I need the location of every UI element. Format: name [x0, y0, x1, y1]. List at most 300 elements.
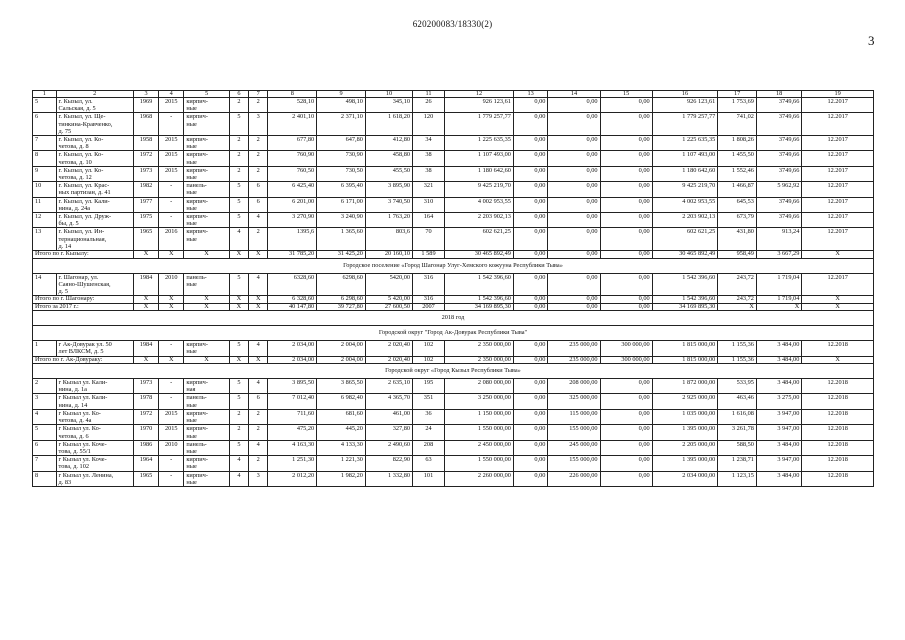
- table-cell: 0,00: [513, 197, 547, 212]
- table-cell: 461,00: [365, 409, 412, 424]
- table-cell: 10: [33, 182, 57, 197]
- table-cell: 195: [413, 379, 445, 394]
- table-cell: кирпич- ная: [184, 379, 229, 394]
- table-cell: 1972: [133, 151, 158, 166]
- table-row: [33, 182, 874, 197]
- table-cell: 39 727,80: [317, 303, 366, 311]
- table-cell: 0,00: [548, 98, 600, 113]
- table-cell: 0,00: [513, 303, 547, 311]
- table-cell: 2: [249, 98, 268, 113]
- table-cell: 6 425,40: [268, 182, 317, 197]
- table-cell: 0,00: [513, 356, 547, 364]
- table-cell: 1 753,69: [718, 98, 757, 113]
- table-cell: 0,00: [548, 251, 600, 259]
- table-cell: 2 635,10: [365, 379, 412, 394]
- table-cell: 102: [413, 356, 445, 364]
- table-cell: X: [133, 303, 158, 311]
- table-cell: 6: [249, 394, 268, 409]
- table-cell: 4: [229, 228, 248, 251]
- table-cell: 958,49: [718, 251, 757, 259]
- subtotal-row: [33, 303, 874, 311]
- table-cell: 6298,60: [317, 273, 366, 296]
- table-cell: 1 542 396,60: [652, 273, 718, 296]
- subtotal-label: Итого по г. Кызылу:: [33, 251, 134, 259]
- table-cell: 2 034 000,00: [652, 471, 718, 486]
- table-cell: 0,00: [513, 296, 547, 304]
- table-cell: 1973: [133, 379, 158, 394]
- table-cell: 3 947,00: [756, 456, 801, 471]
- table-cell: панель- ные: [184, 440, 229, 455]
- table-cell: 3 740,50: [365, 197, 412, 212]
- table-cell: 12.2018: [802, 471, 874, 486]
- table-cell: 588,50: [718, 440, 757, 455]
- table-cell: 1 455,50: [718, 151, 757, 166]
- table-cell: 2007: [413, 303, 445, 311]
- table-cell: 34 169 895,30: [652, 303, 718, 311]
- table-cell: 0,00: [513, 151, 547, 166]
- table-cell: 6 395,40: [317, 182, 366, 197]
- table-cell: 0,00: [513, 182, 547, 197]
- table-cell: 12.2018: [802, 394, 874, 409]
- table-cell: 2: [249, 228, 268, 251]
- table-cell: 4: [249, 341, 268, 356]
- table-cell: 711,60: [268, 409, 317, 424]
- table-cell: г Кызыл ул. Ко- четова, д. 6: [56, 425, 133, 440]
- table-cell: 1 180 642,60: [444, 166, 513, 181]
- table-cell: 6: [249, 182, 268, 197]
- table-cell: 1 779 257,77: [444, 113, 513, 136]
- table-cell: 12.2017: [802, 136, 874, 151]
- table-cell: 12.2018: [802, 409, 874, 424]
- table-cell: 2 260 000,00: [444, 471, 513, 486]
- table-cell: 12.2018: [802, 379, 874, 394]
- table-cell: 5: [229, 273, 248, 296]
- table-cell: 1965: [133, 471, 158, 486]
- table-cell: 2: [33, 379, 57, 394]
- table-cell: 0,00: [600, 471, 652, 486]
- table-cell: 1 542 396,60: [444, 296, 513, 304]
- table-cell: 38: [413, 166, 445, 181]
- table-cell: 155 000,00: [548, 425, 600, 440]
- table-cell: 5: [229, 394, 248, 409]
- table-cell: панель- ные: [184, 394, 229, 409]
- subtotal-row: [33, 251, 874, 259]
- table-cell: 9 425 219,70: [444, 182, 513, 197]
- table-cell: кирпич- ные: [184, 197, 229, 212]
- subtotal-row: [33, 296, 874, 304]
- table-cell: 31 425,20: [317, 251, 366, 259]
- table-cell: 1 107 493,00: [444, 151, 513, 166]
- table-cell: X: [229, 356, 248, 364]
- table-cell: г. Кызыл, ул. Кали- нина, д. 24а: [56, 197, 133, 212]
- table-cell: 0,00: [600, 151, 652, 166]
- table-cell: 1 221,30: [317, 456, 366, 471]
- table-cell: 6 171,00: [317, 197, 366, 212]
- table-cell: 455,50: [365, 166, 412, 181]
- table-cell: 9: [33, 166, 57, 181]
- table-cell: г Кызыл ул. Кали- нина, д. 14: [56, 394, 133, 409]
- table-row: [33, 213, 874, 228]
- table-cell: 2 034,00: [268, 341, 317, 356]
- table-cell: 1984: [133, 273, 158, 296]
- table-cell: 2 012,20: [268, 471, 317, 486]
- table-cell: 1 107 493,00: [652, 151, 718, 166]
- table-cell: 1 035 000,00: [652, 409, 718, 424]
- table-cell: 12.2018: [802, 425, 874, 440]
- table-cell: 8: [33, 471, 57, 486]
- table-cell: 9 425 219,70: [652, 182, 718, 197]
- table-cell: 1984: [133, 341, 158, 356]
- table-row: [33, 440, 874, 455]
- table-cell: X: [802, 296, 874, 304]
- table-cell: 3749,66: [756, 213, 801, 228]
- table-cell: 0,00: [600, 182, 652, 197]
- table-cell: X: [249, 303, 268, 311]
- table-cell: 2: [249, 425, 268, 440]
- table-cell: X: [229, 303, 248, 311]
- table-cell: 120: [413, 113, 445, 136]
- table-cell: 2: [249, 456, 268, 471]
- table-cell: 1969: [133, 98, 158, 113]
- table-cell: 1 542 396,60: [444, 273, 513, 296]
- table-cell: 2 371,10: [317, 113, 366, 136]
- table-cell: кирпич- ные: [184, 341, 229, 356]
- table-cell: 102: [413, 341, 445, 356]
- table-cell: 822,90: [365, 456, 412, 471]
- table-cell: -: [159, 197, 184, 212]
- table-cell: г. Кызыл, ул. Ко- четова, д. 10: [56, 151, 133, 166]
- table-cell: кирпич- ные: [184, 98, 229, 113]
- table-cell: -: [159, 113, 184, 136]
- table-cell: 760,50: [268, 166, 317, 181]
- table-cell: 345,10: [365, 98, 412, 113]
- table-cell: 2015: [159, 136, 184, 151]
- table-cell: 1970: [133, 425, 158, 440]
- table-cell: 1977: [133, 197, 158, 212]
- table-cell: 2 203 902,13: [652, 213, 718, 228]
- table-cell: 0,00: [513, 394, 547, 409]
- table-cell: X: [184, 296, 229, 304]
- column-number-cell: 14: [548, 91, 600, 98]
- table-cell: 5 420,00: [365, 296, 412, 304]
- table-cell: 0,00: [513, 213, 547, 228]
- table-cell: 3: [249, 113, 268, 136]
- table-cell: 12.2017: [802, 228, 874, 251]
- table-row: [33, 136, 874, 151]
- table-cell: 245 000,00: [548, 440, 600, 455]
- table-cell: г. Кызыл, ул. Сальская, д. 5: [56, 98, 133, 113]
- table-cell: 5: [229, 213, 248, 228]
- table-cell: 1 589: [413, 251, 445, 259]
- column-number-cell: 3: [133, 91, 158, 98]
- table-cell: 5420,00: [365, 273, 412, 296]
- table-cell: 3749,66: [756, 113, 801, 136]
- document-number: 620200083/18330(2): [412, 19, 493, 29]
- table-cell: 645,53: [718, 197, 757, 212]
- table-cell: 1964: [133, 456, 158, 471]
- table-cell: X: [159, 296, 184, 304]
- table-cell: г. Шагонар, ул. Саяно-Шушенская, д. 5: [56, 273, 133, 296]
- section-heading: Городской округ "Город Ак-Довурак Республики Тыва": [33, 326, 874, 341]
- table-cell: 1 550 000,00: [444, 425, 513, 440]
- table-cell: 602 621,25: [652, 228, 718, 251]
- table-cell: 13: [33, 228, 57, 251]
- table-body: [33, 91, 874, 487]
- table-cell: 2 350 000,00: [444, 356, 513, 364]
- table-cell: 1 763,20: [365, 213, 412, 228]
- table-cell: 445,20: [317, 425, 366, 440]
- table-cell: X: [229, 251, 248, 259]
- table-cell: 0,00: [600, 425, 652, 440]
- table-cell: 164: [413, 213, 445, 228]
- table-cell: 2 080 000,00: [444, 379, 513, 394]
- table-cell: 1 251,30: [268, 456, 317, 471]
- table-cell: 2: [249, 136, 268, 151]
- column-number-cell: 2: [56, 91, 133, 98]
- table-cell: 8: [33, 151, 57, 166]
- table-cell: 12.2018: [802, 440, 874, 455]
- table-cell: 4 002 953,55: [652, 197, 718, 212]
- table-cell: 4: [229, 471, 248, 486]
- table-cell: 27 600,50: [365, 303, 412, 311]
- table-cell: 3 250 000,00: [444, 394, 513, 409]
- table-cell: 3: [249, 471, 268, 486]
- table-cell: 12.2017: [802, 273, 874, 296]
- table-cell: X: [802, 356, 874, 364]
- table-cell: -: [159, 341, 184, 356]
- table-cell: 1 550 000,00: [444, 456, 513, 471]
- table-cell: 6: [249, 197, 268, 212]
- table-cell: кирпич- ные: [184, 166, 229, 181]
- table-cell: X: [184, 303, 229, 311]
- table-cell: 2 450 000,00: [444, 440, 513, 455]
- column-number-cell: 15: [600, 91, 652, 98]
- table-cell: 6 201,00: [268, 197, 317, 212]
- table-cell: -: [159, 456, 184, 471]
- table-cell: 30 465 892,49: [652, 251, 718, 259]
- table-cell: г Кызыл ул. Ко- четова, д. 4а: [56, 409, 133, 424]
- table-cell: 0,00: [600, 273, 652, 296]
- table-cell: 3 484,00: [756, 379, 801, 394]
- table-cell: 1965: [133, 228, 158, 251]
- table-cell: 0,00: [600, 456, 652, 471]
- table-cell: 0,00: [548, 213, 600, 228]
- table-cell: 20 160,10: [365, 251, 412, 259]
- table-cell: 2 004,00: [317, 356, 366, 364]
- table-cell: 3 270,90: [268, 213, 317, 228]
- table-cell: 1: [33, 341, 57, 356]
- table-cell: 31 785,20: [268, 251, 317, 259]
- table-cell: 2015: [159, 98, 184, 113]
- table-cell: г. Кызыл, ул. Ко- четова, д. 12: [56, 166, 133, 181]
- table-cell: 235 000,00: [548, 356, 600, 364]
- year-heading-row: [33, 311, 874, 326]
- table-cell: 208: [413, 440, 445, 455]
- table-cell: 2010: [159, 273, 184, 296]
- table-cell: 2: [229, 166, 248, 181]
- table-cell: 0,00: [548, 151, 600, 166]
- table-cell: 0,00: [600, 166, 652, 181]
- table-cell: 12.2017: [802, 182, 874, 197]
- table-cell: 4: [249, 379, 268, 394]
- table-cell: кирпич- ные: [184, 151, 229, 166]
- table-cell: 6 982,40: [317, 394, 366, 409]
- table-cell: 2 925 000,00: [652, 394, 718, 409]
- table-cell: 7: [33, 136, 57, 151]
- table-cell: г Кызыл ул. Ленина, д. 83: [56, 471, 133, 486]
- table-cell: 310: [413, 197, 445, 212]
- table-cell: 3749,66: [756, 151, 801, 166]
- table-cell: X: [249, 356, 268, 364]
- table-cell: X: [184, 356, 229, 364]
- table-cell: 0,00: [513, 471, 547, 486]
- table-cell: 431,80: [718, 228, 757, 251]
- table-cell: 351: [413, 394, 445, 409]
- column-number-cell: 17: [718, 91, 757, 98]
- table-cell: 0,00: [513, 456, 547, 471]
- table-cell: 1 552,46: [718, 166, 757, 181]
- table-cell: 1 225 635,35: [444, 136, 513, 151]
- table-cell: 926 123,61: [652, 98, 718, 113]
- table-cell: 0,00: [600, 394, 652, 409]
- table-cell: 316: [413, 273, 445, 296]
- table-cell: 2016: [159, 228, 184, 251]
- table-cell: 1 872 000,00: [652, 379, 718, 394]
- table-cell: X: [133, 356, 158, 364]
- table-cell: 0,00: [513, 98, 547, 113]
- column-number-cell: 6: [229, 91, 248, 98]
- column-number-cell: 13: [513, 91, 547, 98]
- table-cell: 2015: [159, 425, 184, 440]
- table-cell: 0,00: [600, 98, 652, 113]
- section-heading-row: [33, 364, 874, 379]
- table-row: [33, 379, 874, 394]
- table-cell: г. Кызыл, ул. Ин- тернациональная, д. 14: [56, 228, 133, 251]
- table-cell: 24: [413, 425, 445, 440]
- column-number-cell: 11: [413, 91, 445, 98]
- table-cell: 1 332,80: [365, 471, 412, 486]
- section-heading-row: [33, 258, 874, 273]
- table-cell: 0,00: [513, 166, 547, 181]
- table-cell: г Ак-Довурак ул. 50 лет ВЛКСМ, д. 5: [56, 341, 133, 356]
- table-cell: 1 466,87: [718, 182, 757, 197]
- table-cell: г. Кызыл, ул. Ще- тинкина-Кравченко, д. 75: [56, 113, 133, 136]
- table-cell: 3 261,78: [718, 425, 757, 440]
- table-row: [33, 273, 874, 296]
- table-cell: 2 350 000,00: [444, 341, 513, 356]
- table-cell: 0,00: [513, 136, 547, 151]
- table-cell: 243,72: [718, 273, 757, 296]
- subtotal-label: Итого за 2017 г.:: [33, 303, 134, 311]
- table-cell: 2: [249, 166, 268, 181]
- table-cell: 2 401,10: [268, 113, 317, 136]
- table-cell: кирпич- ные: [184, 228, 229, 251]
- table-row: [33, 197, 874, 212]
- table-cell: 2 004,00: [317, 341, 366, 356]
- table-cell: 70: [413, 228, 445, 251]
- table-cell: 4: [249, 213, 268, 228]
- table-cell: 7: [33, 456, 57, 471]
- table-cell: 533,95: [718, 379, 757, 394]
- table-cell: X: [159, 356, 184, 364]
- table-row: [33, 341, 874, 356]
- table-cell: 5: [229, 182, 248, 197]
- column-number-row: [33, 91, 874, 98]
- table-cell: 0,00: [600, 379, 652, 394]
- table-cell: X: [229, 296, 248, 304]
- table-cell: 6: [33, 440, 57, 455]
- table-cell: 1975: [133, 213, 158, 228]
- table-cell: 0,00: [600, 213, 652, 228]
- table-cell: г. Кызыл, ул. Друж- бы, д. 5: [56, 213, 133, 228]
- table-cell: 1973: [133, 166, 158, 181]
- table-cell: 30 465 892,49: [444, 251, 513, 259]
- table-cell: 2: [229, 425, 248, 440]
- column-number-cell: 10: [365, 91, 412, 98]
- table-cell: 7 012,40: [268, 394, 317, 409]
- table-cell: 2: [229, 409, 248, 424]
- table-cell: 913,24: [756, 228, 801, 251]
- table-cell: 2: [249, 409, 268, 424]
- table-cell: 1 542 396,60: [652, 296, 718, 304]
- table-cell: 2 020,40: [365, 341, 412, 356]
- subtotal-label: Итого по г. Ак-Довураку:: [33, 356, 134, 364]
- table-cell: 1 150 000,00: [444, 409, 513, 424]
- table-cell: 0,00: [548, 303, 600, 311]
- table-cell: 5: [33, 425, 57, 440]
- table-cell: 4: [229, 456, 248, 471]
- table-row: [33, 471, 874, 486]
- table-cell: 0,00: [600, 296, 652, 304]
- table-cell: г. Кызыл, ул. Крас- ных партизан, д. 41: [56, 182, 133, 197]
- table-cell: 730,90: [317, 151, 366, 166]
- table-cell: 1395,6: [268, 228, 317, 251]
- table-cell: 235 000,00: [548, 341, 600, 356]
- table-cell: 316: [413, 296, 445, 304]
- table-cell: 0,00: [548, 228, 600, 251]
- subtotal-row: [33, 356, 874, 364]
- table-cell: X: [249, 251, 268, 259]
- table-cell: 34: [413, 136, 445, 151]
- table-cell: 0,00: [513, 273, 547, 296]
- table-cell: кирпич- ные: [184, 213, 229, 228]
- table-cell: 3 240,90: [317, 213, 366, 228]
- table-cell: 681,60: [317, 409, 366, 424]
- table-cell: 5: [229, 379, 248, 394]
- table-cell: X: [159, 303, 184, 311]
- table-cell: 26: [413, 98, 445, 113]
- table-cell: 2: [229, 151, 248, 166]
- table-cell: 243,72: [718, 296, 757, 304]
- table-cell: 0,00: [513, 379, 547, 394]
- table-cell: панель- ные: [184, 182, 229, 197]
- table-cell: 458,80: [365, 151, 412, 166]
- table-cell: кирпич- ные: [184, 136, 229, 151]
- table-cell: 741,02: [718, 113, 757, 136]
- table-cell: 1958: [133, 136, 158, 151]
- table-cell: 5: [229, 341, 248, 356]
- table-cell: 0,00: [548, 197, 600, 212]
- table-cell: панель- ные: [184, 273, 229, 296]
- table-cell: 2015: [159, 151, 184, 166]
- table-cell: 1 155,36: [718, 341, 757, 356]
- table-cell: 4 163,30: [268, 440, 317, 455]
- table-cell: 1978: [133, 394, 158, 409]
- table-cell: 602 621,25: [444, 228, 513, 251]
- table-cell: 0,00: [600, 409, 652, 424]
- table-cell: 0,00: [600, 136, 652, 151]
- table-cell: 321: [413, 182, 445, 197]
